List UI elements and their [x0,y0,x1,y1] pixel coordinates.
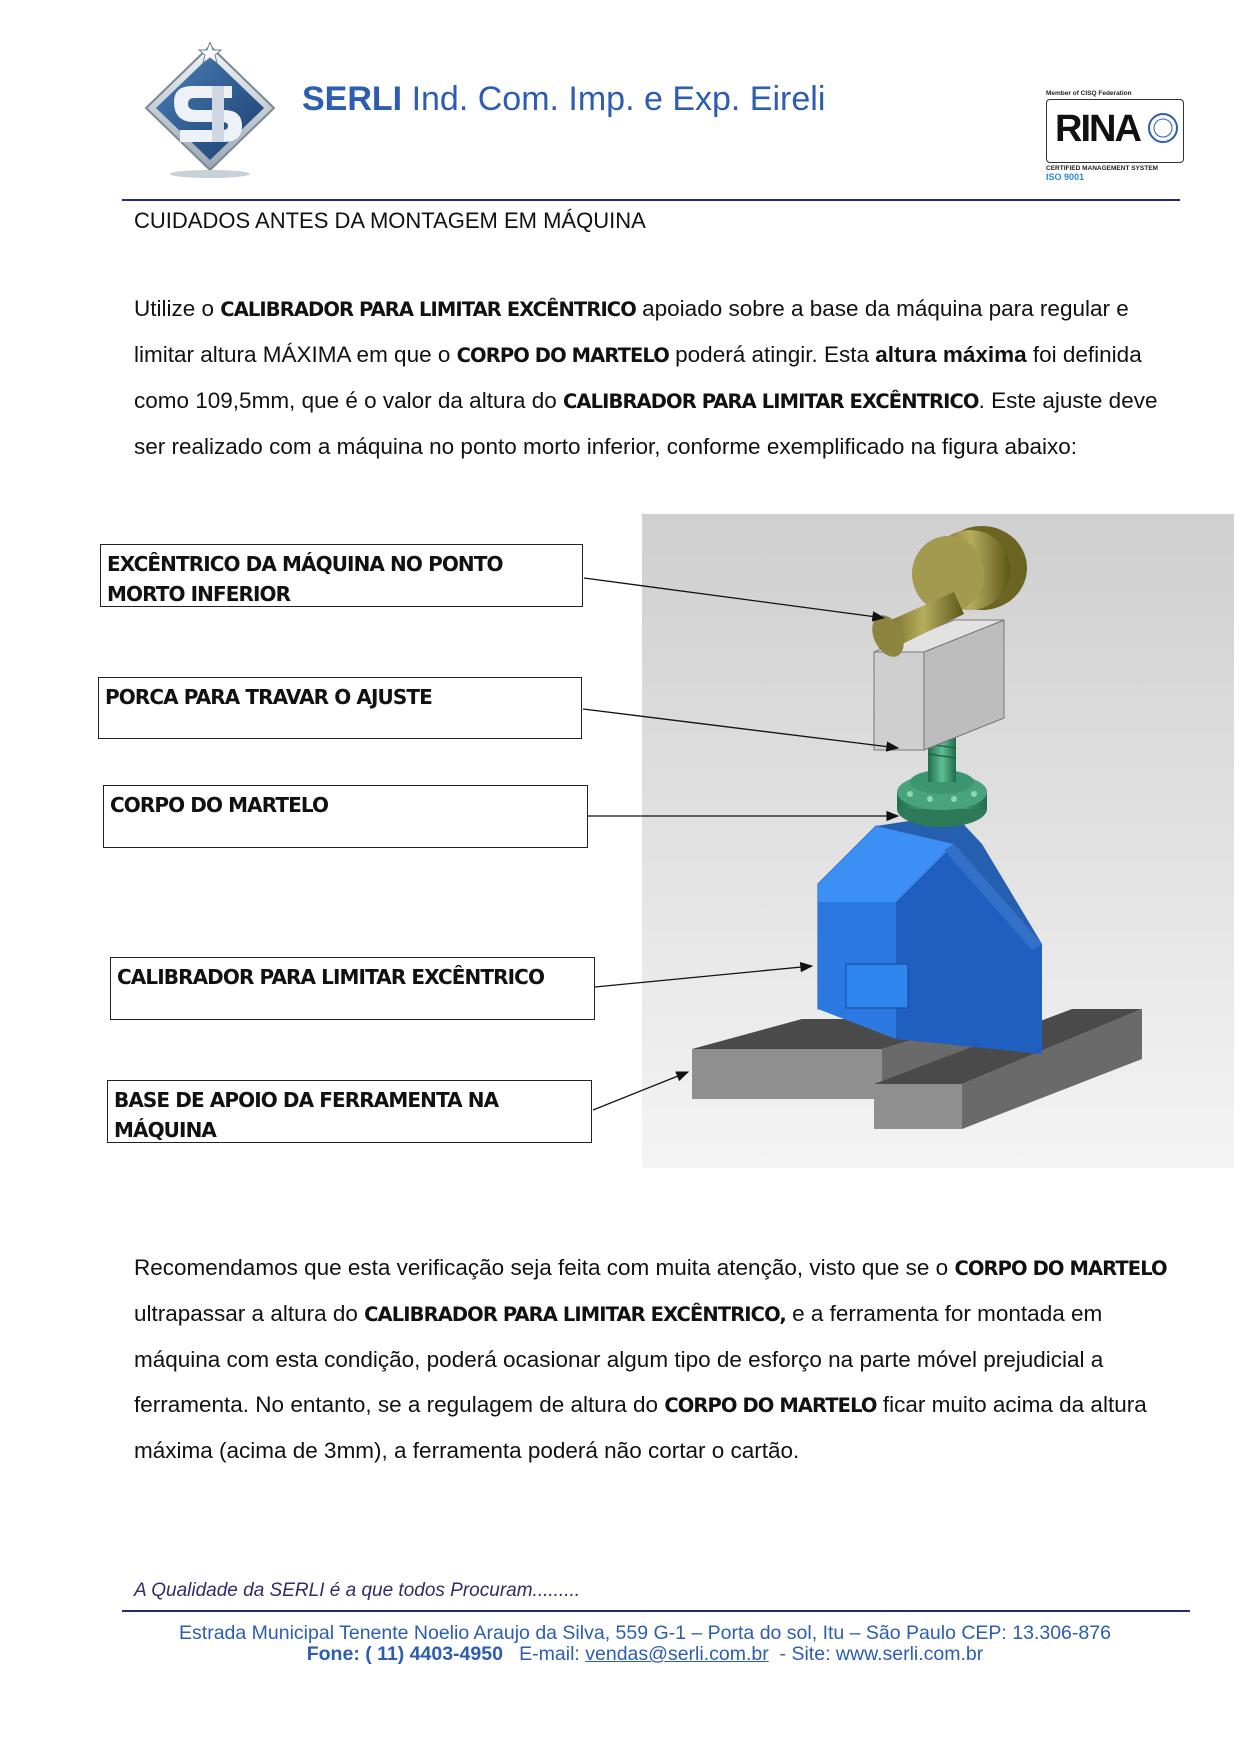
company-name: SERLI Ind. Com. Imp. e Exp. Eireli [302,80,826,118]
arrow-excentrico [584,578,884,618]
label-calibrador: CALIBRADOR PARA LIMITAR EXCÊNTRICO [110,957,595,1020]
rina-logo: RINA [1055,108,1140,150]
arrow-porca [583,709,898,748]
footer-divider [122,1610,1190,1612]
label-excentrico: EXCÊNTRICO DA MÁQUINA NO PONTO MORTO INFERIOR [100,544,583,607]
footer-tagline: A Qualidade da SERLI é a que todos Procuram......... [134,1580,581,1601]
footer-contact: Fone: ( 11) 4403-4950 E-mail: vendas@serli.com.br - Site: www.serli.com.br [306,1643,984,1665]
footer-site: - Site: www.serli.com.br [768,1643,984,1665]
label-base: BASE DE APOIO DA FERRAMENTA NA MÁQUINA [107,1080,592,1143]
keyword-calibrador: CALIBRADOR PARA LIMITAR EXCÊNTRICO, [364,1303,786,1326]
section-title: CUIDADOS ANTES DA MONTAGEM EM MÁQUINA [134,208,646,233]
footer-phone: Fone: ( 11) 4403-4950 [306,1643,503,1665]
intro-paragraph: Utilize o CALIBRADOR PARA LIMITAR EXCÊNTRICO apoiado sobre a base da máquina para regular e limitar altura MÁXIMA em que o CORPO DO MARTELO poderá atingir. Esta altura máxima foi definida como 109,5mm, que é o valor da altura do CALIBRADOR PARA LIMITAR EXCÊNTRICO. Este ajuste deve ser realizado com a máquina no ponto morto inferior, conforme exemplificado na figura abaixo: [134,296,1158,459]
arrow-calibrador [595,966,812,987]
cert-system-text: CERTIFIED MANAGEMENT SYSTEM [1046,165,1158,172]
label-porca: PORCA PARA TRAVAR O AJUSTE [98,677,582,739]
keyword-calibrador: CALIBRADOR PARA LIMITAR EXCÊNTRICO [220,298,636,321]
keyword-calibrador: CALIBRADOR PARA LIMITAR EXCÊNTRICO [563,390,979,413]
footer-address: Estrada Municipal Tenente Noelio Araujo da Silva, 559 G-1 – Porta do sol, Itu – São Paulo CEP: 13.306-876 [179,1622,1111,1644]
keyword-corpo: CORPO DO MARTELO [954,1257,1167,1280]
footer-email-link[interactable]: vendas@serli.com.br [585,1643,769,1665]
label-corpo: CORPO DO MARTELO [103,785,588,848]
warning-paragraph: Recomendamos que esta verificação seja feita com muita atenção, visto que se o CORPO DO MARTELO ultrapassar a altura do CALIBRADOR PARA LIMITAR EXCÊNTRICO, e a ferramenta for montada em máquina com esta condição, poderá ocasionar algum tipo de esforço na parte móvel prejudicial a ferramenta. No entanto, se a regulagem de altura do CORPO DO MARTELO ficar muito acima da altura máxima (acima de 3mm), a ferramenta poderá não cortar o cartão. [134,1255,1167,1463]
cert-iso-text: ISO 9001 [1046,172,1085,182]
cert-member-text: Member of CISQ Federation [1046,90,1132,97]
keyword-corpo: CORPO DO MARTELO [456,344,669,367]
keyword-corpo: CORPO DO MARTELO [664,1394,877,1417]
arrow-base [593,1072,688,1110]
